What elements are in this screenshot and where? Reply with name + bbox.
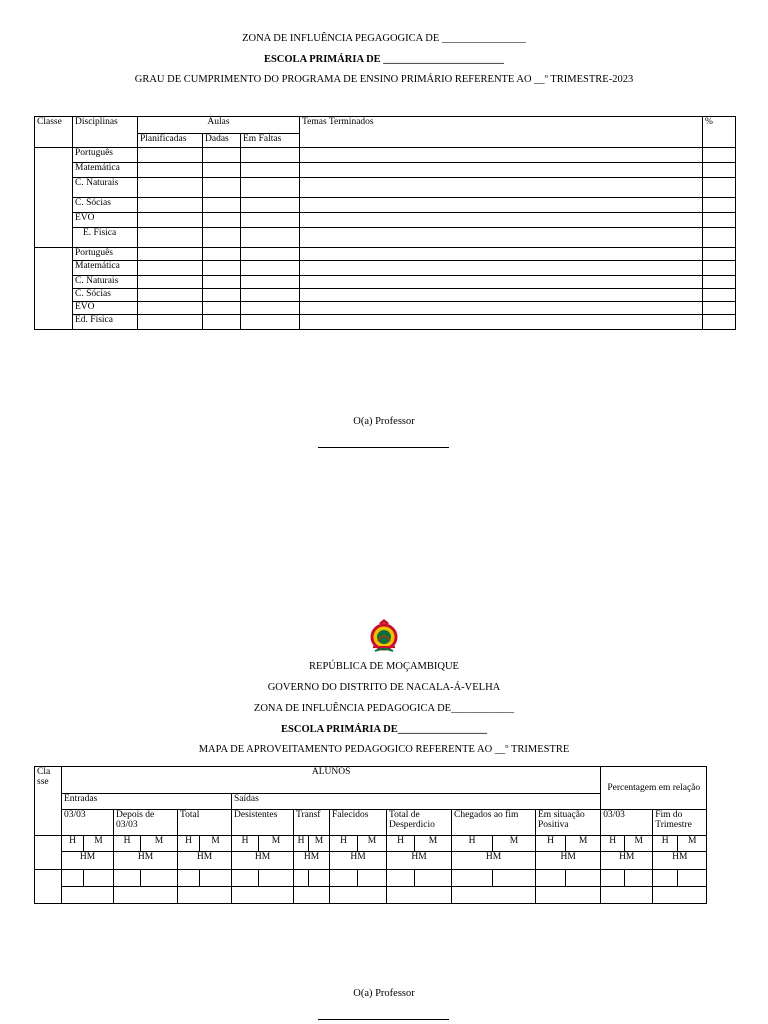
m-label: M xyxy=(259,836,294,852)
input-cell[interactable] xyxy=(300,228,703,248)
input-cell[interactable] xyxy=(452,870,493,887)
hm-label: HM xyxy=(387,852,452,870)
input-cell[interactable] xyxy=(203,228,241,248)
input-cell[interactable] xyxy=(232,887,294,904)
m-label: M xyxy=(566,836,601,852)
hm-label: HM xyxy=(62,852,114,870)
classe-cell[interactable] xyxy=(35,836,62,870)
input-cell[interactable] xyxy=(138,276,203,289)
input-cell[interactable] xyxy=(138,228,203,248)
input-cell[interactable] xyxy=(294,870,309,887)
input-cell[interactable] xyxy=(114,887,178,904)
professor-label: O(a) Professor xyxy=(353,416,415,427)
hm-label: HM xyxy=(601,852,653,870)
header-classe: Cla sse xyxy=(35,767,62,836)
hm-label: HM xyxy=(294,852,330,870)
input-cell[interactable] xyxy=(203,213,241,228)
input-cell[interactable] xyxy=(241,198,300,213)
input-cell[interactable] xyxy=(536,870,566,887)
input-cell[interactable] xyxy=(138,213,203,228)
input-cell[interactable] xyxy=(203,178,241,198)
input-cell[interactable] xyxy=(241,213,300,228)
m-label: M xyxy=(625,836,653,852)
h-label: H xyxy=(653,836,678,852)
hm-label: HM xyxy=(536,852,601,870)
input-cell[interactable] xyxy=(203,302,241,315)
input-cell[interactable] xyxy=(678,870,707,887)
aproveitamento-table xyxy=(34,766,707,904)
input-cell[interactable] xyxy=(703,198,736,213)
header-dadas: Dadas xyxy=(203,134,241,148)
hm-label: HM xyxy=(653,852,707,870)
m-label: M xyxy=(493,836,536,852)
header-percent-0303: 03/03 xyxy=(601,810,653,836)
h-label: H xyxy=(601,836,625,852)
input-cell[interactable] xyxy=(300,276,703,289)
header-saidas: Saídas xyxy=(232,794,601,810)
header-fim-trimestre: Fim do Trimestre xyxy=(653,810,707,836)
grau-title: GRAU DE CUMPRIMENTO DO PROGRAMA DE ENSINO PRIMÁRIO REFERENTE AO __º TRIMESTRE-2023 xyxy=(134,74,634,85)
input-cell[interactable] xyxy=(703,178,736,198)
input-cell[interactable] xyxy=(241,276,300,289)
professor-label-2: O(a) Professor xyxy=(353,988,415,999)
input-cell[interactable] xyxy=(601,870,625,887)
header-disciplinas: Disciplinas xyxy=(73,117,138,148)
input-cell[interactable] xyxy=(703,228,736,248)
input-cell[interactable] xyxy=(203,261,241,276)
input-cell[interactable] xyxy=(203,315,241,330)
republica-title: REPÚBLICA DE MOÇAMBIQUE xyxy=(309,661,459,672)
input-cell[interactable] xyxy=(300,261,703,276)
h-label: H xyxy=(536,836,566,852)
subject-cell: C. Sócias xyxy=(73,198,138,213)
header-em-situacao: Em situação Positiva xyxy=(536,810,601,836)
input-cell[interactable] xyxy=(358,870,387,887)
header-temas: Temas Terminados xyxy=(300,117,703,148)
hm-label: HM xyxy=(452,852,536,870)
header-chegados: Chegados ao fim xyxy=(452,810,536,836)
input-cell[interactable] xyxy=(178,870,200,887)
h-label: H xyxy=(232,836,259,852)
classe-cell[interactable] xyxy=(35,870,62,904)
h-label: H xyxy=(62,836,84,852)
input-cell[interactable] xyxy=(203,276,241,289)
input-cell[interactable] xyxy=(138,163,203,178)
input-cell[interactable] xyxy=(138,248,203,261)
input-cell[interactable] xyxy=(203,248,241,261)
input-cell[interactable] xyxy=(241,148,300,163)
header-total: Total xyxy=(178,810,232,836)
governo-title: GOVERNO DO DISTRITO DE NACALA-Á-VELHA xyxy=(267,682,501,693)
header-desistentes: Desistentes xyxy=(232,810,294,836)
input-cell[interactable] xyxy=(703,302,736,315)
h-label: H xyxy=(178,836,200,852)
h-label: H xyxy=(387,836,415,852)
input-cell[interactable] xyxy=(387,887,452,904)
input-cell[interactable] xyxy=(241,289,300,302)
input-cell[interactable] xyxy=(138,315,203,330)
h-label: H xyxy=(330,836,358,852)
input-cell[interactable] xyxy=(62,887,114,904)
classe-cell[interactable] xyxy=(35,248,73,330)
m-label: M xyxy=(678,836,707,852)
zona-title: ZONA DE INFLUÊNCIA PEGAGOGICA DE ________________ xyxy=(242,33,526,44)
subject-cell: Matemática xyxy=(73,261,138,276)
m-label: M xyxy=(84,836,114,852)
subject-cell: E. Física xyxy=(73,228,138,248)
subject-cell: Português xyxy=(73,148,138,163)
subject-cell: C. Naturais xyxy=(73,276,138,289)
input-cell[interactable] xyxy=(138,178,203,198)
input-cell[interactable] xyxy=(84,870,114,887)
input-cell[interactable] xyxy=(241,302,300,315)
input-cell[interactable] xyxy=(241,228,300,248)
input-cell[interactable] xyxy=(300,178,703,198)
hm-label: HM xyxy=(178,852,232,870)
hm-label: HM xyxy=(114,852,178,870)
input-cell[interactable] xyxy=(241,163,300,178)
header-total-desperdicio: Total de Desperdicio xyxy=(387,810,452,836)
header-aulas: Aulas xyxy=(138,117,300,134)
header-entradas: Entradas xyxy=(62,794,232,810)
input-cell[interactable] xyxy=(452,887,536,904)
m-label: M xyxy=(415,836,452,852)
input-cell[interactable] xyxy=(300,315,703,330)
input-cell[interactable] xyxy=(241,178,300,198)
input-cell[interactable] xyxy=(203,148,241,163)
input-cell[interactable] xyxy=(536,887,601,904)
input-cell[interactable] xyxy=(625,870,653,887)
input-cell[interactable] xyxy=(703,213,736,228)
input-cell[interactable] xyxy=(703,289,736,302)
subject-cell: Ed. Física xyxy=(73,315,138,330)
subject-cell: Matemática xyxy=(73,163,138,178)
header-percent: % xyxy=(703,117,736,148)
h-label: H xyxy=(294,836,309,852)
input-cell[interactable] xyxy=(259,870,294,887)
h-label: H xyxy=(452,836,493,852)
input-cell[interactable] xyxy=(653,887,707,904)
input-cell[interactable] xyxy=(387,870,415,887)
signature-line-2[interactable] xyxy=(318,1019,449,1020)
input-cell[interactable] xyxy=(138,289,203,302)
input-cell[interactable] xyxy=(300,248,703,261)
mapa-title: MAPA DE APROVEITAMENTO PEDAGOGICO REFERENTE AO __º TRIMESTRE xyxy=(198,744,570,755)
input-cell[interactable] xyxy=(294,887,330,904)
input-cell[interactable] xyxy=(203,163,241,178)
input-cell[interactable] xyxy=(138,302,203,315)
m-label: M xyxy=(200,836,232,852)
zona-title-2: ZONA DE INFLUÊNCIA PEDAGOGICA DE____________ xyxy=(253,703,515,714)
input-cell[interactable] xyxy=(300,289,703,302)
m-label: M xyxy=(358,836,387,852)
input-cell[interactable] xyxy=(703,315,736,330)
classe-cell[interactable] xyxy=(35,148,73,248)
input-cell[interactable] xyxy=(300,163,703,178)
header-alunos: ALUNOS xyxy=(62,767,601,794)
hm-label: HM xyxy=(330,852,387,870)
input-cell[interactable] xyxy=(330,887,387,904)
input-cell[interactable] xyxy=(566,870,601,887)
m-label: M xyxy=(141,836,178,852)
input-cell[interactable] xyxy=(62,870,84,887)
h-label: H xyxy=(114,836,141,852)
escola-title-2: ESCOLA PRIMÁRIA DE_________________ xyxy=(281,724,487,735)
program-table xyxy=(34,116,736,330)
input-cell[interactable] xyxy=(309,870,330,887)
input-cell[interactable] xyxy=(138,148,203,163)
input-cell[interactable] xyxy=(601,887,653,904)
header-transf: Transf xyxy=(294,810,330,836)
input-cell[interactable] xyxy=(203,289,241,302)
input-cell[interactable] xyxy=(703,163,736,178)
input-cell[interactable] xyxy=(203,198,241,213)
input-cell[interactable] xyxy=(415,870,452,887)
input-cell[interactable] xyxy=(178,887,232,904)
input-cell[interactable] xyxy=(300,148,703,163)
input-cell[interactable] xyxy=(493,870,536,887)
emblem-icon xyxy=(367,617,401,655)
input-cell[interactable] xyxy=(232,870,259,887)
header-percentagem: Percentagem em relação xyxy=(601,767,707,810)
input-cell[interactable] xyxy=(300,213,703,228)
input-cell[interactable] xyxy=(653,870,678,887)
input-cell[interactable] xyxy=(703,261,736,276)
m-label: M xyxy=(309,836,330,852)
header-planificadas: Planificadas xyxy=(138,134,203,148)
header-em-faltas: Em Faltas xyxy=(241,134,300,148)
subject-cell: C. Naturais xyxy=(73,178,138,198)
input-cell[interactable] xyxy=(703,248,736,261)
input-cell[interactable] xyxy=(200,870,232,887)
hm-label: HM xyxy=(232,852,294,870)
subject-cell: EVO xyxy=(73,302,138,315)
input-cell[interactable] xyxy=(138,261,203,276)
input-cell[interactable] xyxy=(703,276,736,289)
header-falecidos: Falecidos xyxy=(330,810,387,836)
subject-cell: EVO xyxy=(73,213,138,228)
escola-title: ESCOLA PRIMÁRIA DE _______________________ xyxy=(263,54,505,65)
input-cell[interactable] xyxy=(330,870,358,887)
input-cell[interactable] xyxy=(241,261,300,276)
input-cell[interactable] xyxy=(141,870,178,887)
input-cell[interactable] xyxy=(300,302,703,315)
subject-cell: Português xyxy=(73,248,138,261)
subject-cell: C. Sócias xyxy=(73,289,138,302)
input-cell[interactable] xyxy=(241,248,300,261)
input-cell[interactable] xyxy=(241,315,300,330)
signature-line[interactable] xyxy=(318,447,449,448)
header-depois: Depois de 03/03 xyxy=(114,810,178,836)
header-entradas-0303: 03/03 xyxy=(62,810,114,836)
input-cell[interactable] xyxy=(138,198,203,213)
input-cell[interactable] xyxy=(703,148,736,163)
header-classe: Classe xyxy=(35,117,73,148)
input-cell[interactable] xyxy=(300,198,703,213)
input-cell[interactable] xyxy=(114,870,141,887)
